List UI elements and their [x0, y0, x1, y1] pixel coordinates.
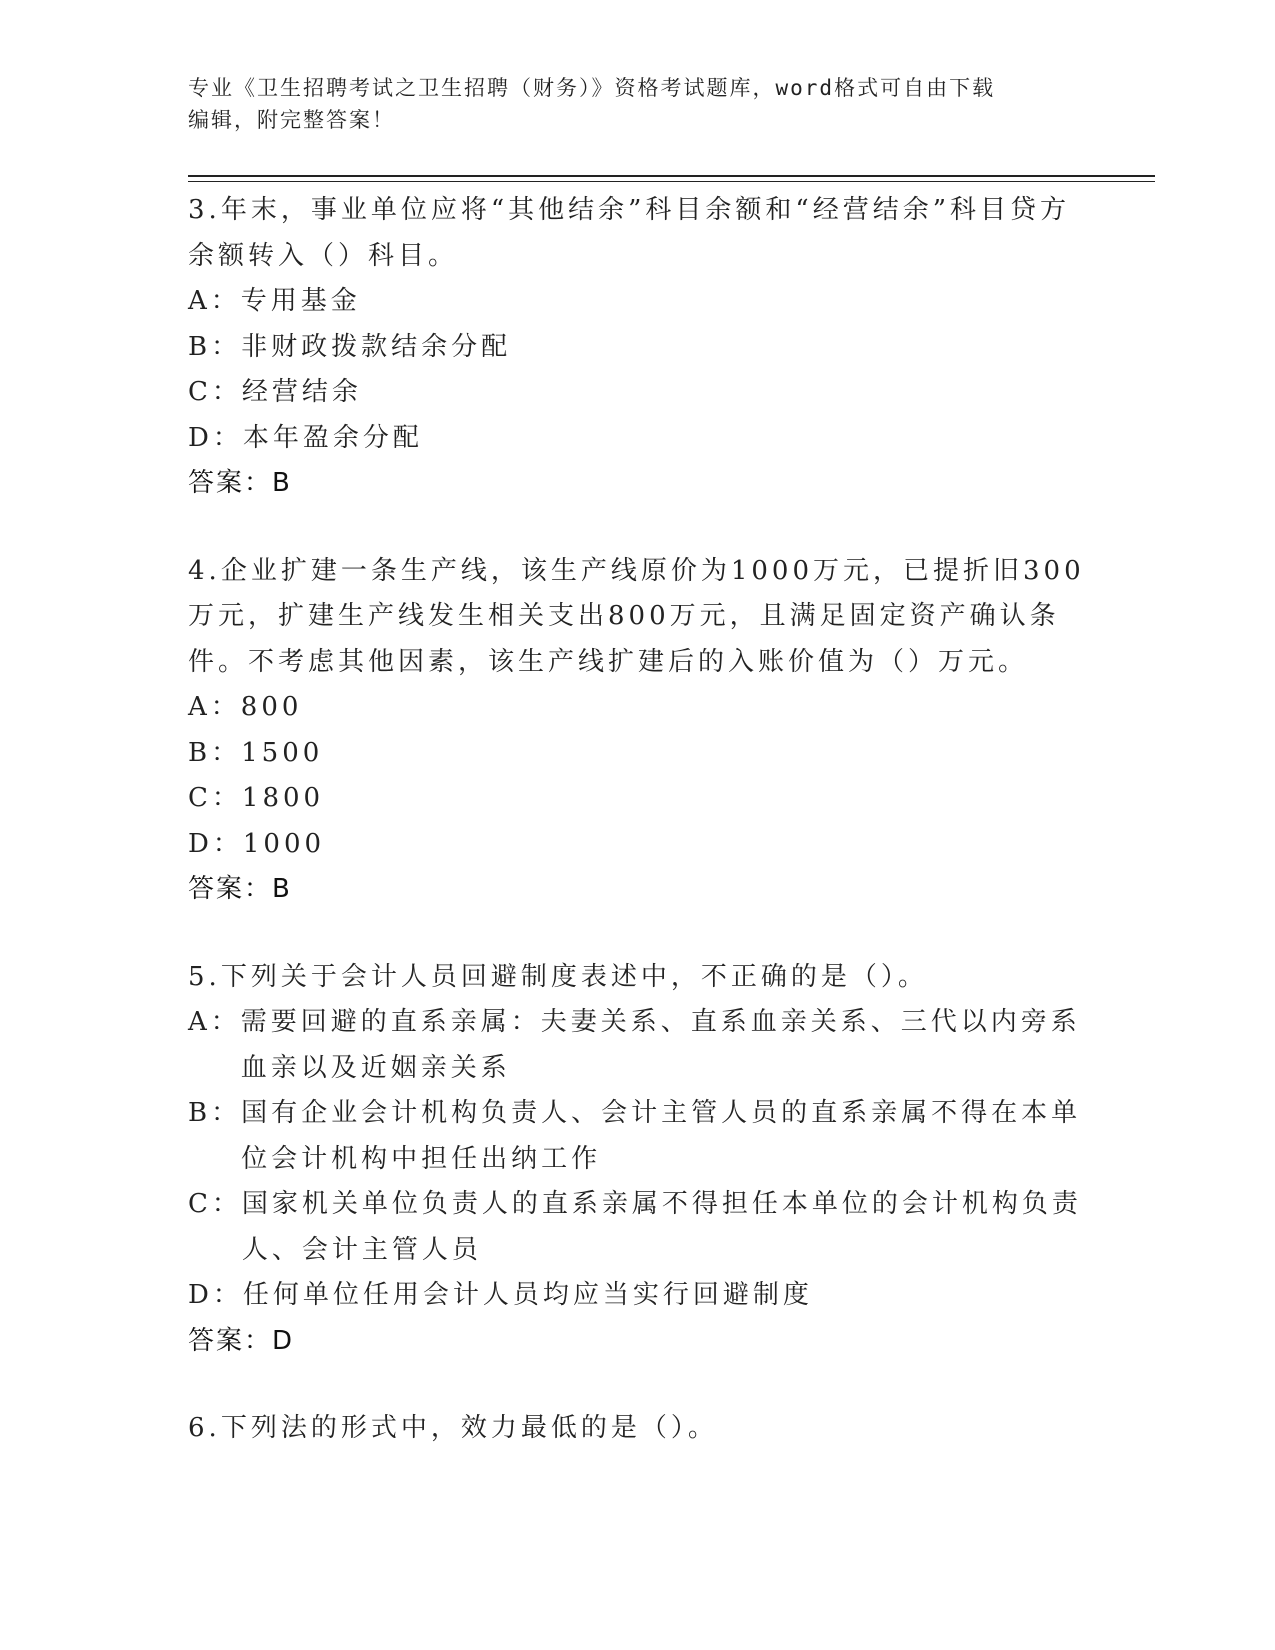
option-b: [188, 731, 1088, 777]
option-c: [188, 776, 1088, 822]
question-text: [188, 955, 1088, 1001]
option-text: 1800: [241, 783, 325, 813]
option-letter: A：: [188, 286, 241, 316]
question-3: [188, 188, 1088, 507]
question-text: [188, 1406, 1088, 1452]
option-a: [188, 1000, 1088, 1091]
option-letter: A：: [188, 1007, 241, 1037]
header-line-1: 专业《卫生招聘考试之卫生招聘（财务）》资格考试题库，word格式可自由下载: [188, 76, 996, 100]
option-text: 1500: [241, 737, 324, 768]
question-text: [188, 188, 1088, 279]
option-text: 非财政拨款结余分配: [241, 331, 512, 362]
question-text: [188, 549, 1088, 686]
option-text: 1000: [242, 828, 326, 859]
question-number: 4.: [188, 555, 221, 586]
option-d: [188, 822, 1088, 868]
option-letter: A：: [188, 692, 241, 722]
question-number: 5.: [188, 961, 221, 992]
option-text: 800: [240, 692, 303, 722]
option-text: 专用基金: [240, 286, 361, 316]
option-letter: D：: [188, 828, 243, 859]
option-letter: D：: [188, 422, 243, 453]
option-text: 国有企业会计机构负责人、会计主管人员的直系亲属不得在本单位会计机构中担任出纳工作: [241, 1098, 1082, 1174]
option-b: [188, 1091, 1088, 1182]
option-letter: B：: [188, 331, 242, 362]
option-text: 需要回避的直系亲属：夫妻关系、直系血亲关系、三代以内旁系血亲以及近姻亲关系: [240, 1007, 1081, 1083]
option-a: [188, 685, 1088, 731]
answer-label: 答案：B: [188, 874, 292, 904]
option-letter: B：: [188, 737, 242, 768]
option-text: 国家机关单位负责人的直系亲属不得担任本单位的会计机构负责人、会计主管人员: [241, 1189, 1082, 1265]
answer-label: 答案：B: [188, 468, 292, 498]
question-stem: 下列关于会计人员回避制度表述中，不正确的是（）。: [220, 961, 928, 992]
option-a: [188, 279, 1088, 325]
question-5: [188, 955, 1088, 1365]
option-text: 任何单位任用会计人员均应当实行回避制度: [242, 1280, 813, 1310]
header-rule-thick: [188, 175, 1155, 177]
header-line-2: 编辑，附完整答案！: [188, 108, 395, 132]
header-rule-thin: [188, 181, 1155, 182]
option-letter: C：: [188, 377, 242, 407]
question-stem: 企业扩建一条生产线，该生产线原价为1000万元，已提折旧300万元，扩建生产线发生相关支出800万元，且满足固定资产确认条件。不考虑其他因素，该生产线扩建后的入账价值为（）万元。: [188, 555, 1085, 677]
question-number: 6.: [188, 1413, 221, 1443]
question-list: [188, 188, 1088, 1494]
option-d: [188, 1273, 1088, 1319]
option-text: 本年盈余分配: [242, 422, 423, 453]
option-letter: C：: [188, 783, 242, 813]
question-stem: 下列法的形式中，效力最低的是（）。: [220, 1413, 718, 1443]
option-c: [188, 370, 1088, 416]
option-letter: B：: [188, 1098, 242, 1128]
question-4: [188, 549, 1088, 913]
option-b: [188, 325, 1088, 371]
answer-label: 答案：D: [188, 1325, 295, 1356]
option-d: [188, 416, 1088, 462]
option-text: 经营结余: [241, 377, 362, 407]
document-header: [188, 72, 1088, 136]
question-stem: 年末，事业单位应将“其他结余”科目余额和“经营结余”科目贷方余额转入（）科目。: [188, 195, 1070, 271]
option-c: [188, 1182, 1088, 1273]
option-letter: D：: [188, 1280, 243, 1310]
option-letter: C：: [188, 1189, 242, 1219]
question-number: 3.: [188, 195, 221, 225]
question-6: [188, 1406, 1088, 1452]
